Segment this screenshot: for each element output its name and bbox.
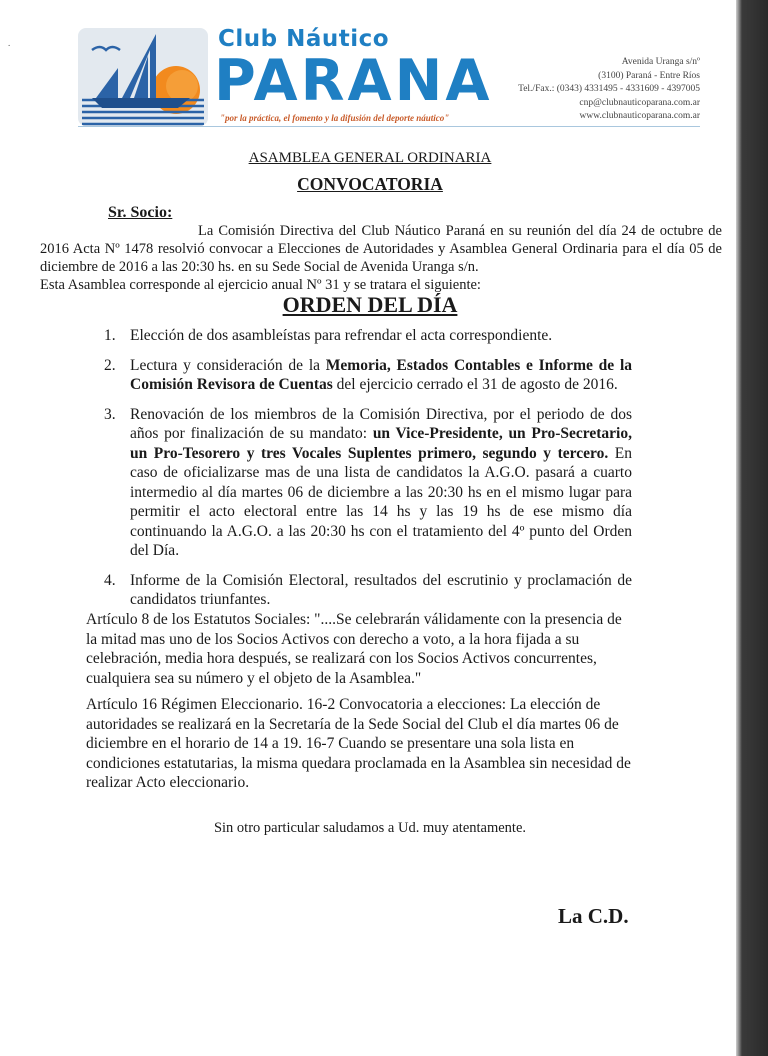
article-8-paragraph: Artículo 8 de los Estatutos Sociales: "....Se celebrarán válidamente con la presencia de la mitad mas uno de los Socios Activos con derecho a voto, a la hora fijada a su celebración, media hora después, se realizará con los Socios Activos concurrentes, cualquiera sea su número y el objeto de la Asamblea." <box>86 611 622 687</box>
club-logo <box>78 28 208 126</box>
club-name-large: PARANA <box>214 48 493 114</box>
agenda-item <box>104 326 632 346</box>
agenda-item-number: 4. <box>104 571 116 589</box>
scan-dot: . <box>8 38 11 48</box>
header-divider <box>78 126 700 127</box>
agenda-item-bold: Memoria, Estados Contables e Informe de la Comisión Revisora de Cuentas <box>130 356 633 393</box>
agenda-item <box>104 571 632 610</box>
agenda-item-text: Lectura y consideración de la Memoria, Estados Contables e Informe de la Comisión Revisora de Cuentas del ejercicio cerrado el 31 de agosto de 2016. <box>130 356 633 393</box>
document-subheading: CONVOCATORIA <box>297 174 443 194</box>
scan-edge-shadow <box>736 0 768 1056</box>
closing-line: Sin otro particular saludamos a Ud. muy atentamente. <box>213 820 527 836</box>
intro-paragraph: La Comisión Directiva del Club Náutico Paraná en su reunión del día 24 de octubre de 2016 Acta Nº 1478 resolvió convocar a Elecciones de Autoridades y Asamblea General Ordinaria para el día 05 de diciembre de 2016 a las 20:30 hs. en su Sede Social de Avenida Uranga s/n. <box>40 223 722 275</box>
club-motto: "por la práctica, el fomento y la difusión del deporte náutico" <box>220 113 450 123</box>
agenda-item-number: 1. <box>104 327 116 344</box>
agenda-list <box>104 326 632 620</box>
article-16-paragraph: Artículo 16 Régimen Eleccionario. 16-2 Convocatoria a elecciones: La elección de autoridades se realizará en la Secretaría de la Sede Social del Club el día martes 06 de diciembre en el horario de 14 a 19. 16-7 Cuando se presentare una sola lista en condiciones estatutarias, la misma quedara proclamada en la Asamblea sin necesidad de realizar Acto eleccionario. <box>86 696 631 791</box>
agenda-item <box>104 405 632 561</box>
contact-phone: Tel./Fax.: (0343) 4331495 - 4331609 - 4397005 <box>518 84 700 95</box>
agenda-item-number: 3. <box>104 405 116 423</box>
agenda-item-text: Elección de dos asambleístas para refrendar el acta correspondiente. <box>130 327 553 344</box>
agenda-item-bold: un Vice-Presidente, un Pro-Secretario, un Pro-Tesorero y tres Vocales Suplentes primero, segundo y tercero. <box>130 425 632 462</box>
orden-del-dia-title: ORDEN DEL DÍA <box>282 292 458 317</box>
agenda-item <box>104 356 632 395</box>
sailboat-logo-icon <box>78 28 208 126</box>
contact-email: cnp@clubnauticoparana.com.ar <box>579 97 700 108</box>
contact-block <box>518 56 700 124</box>
intro-second-line: Esta Asamblea corresponde al ejercicio anual Nº 31 y se tratara el siguiente: <box>40 277 481 293</box>
club-name-small: Club Náutico <box>218 26 390 52</box>
contact-website: www.clubnauticoparana.com.ar <box>579 111 700 122</box>
document-heading: ASAMBLEA GENERAL ORDINARIA <box>248 150 492 166</box>
intro-block <box>40 222 722 294</box>
contact-address: Avenida Uranga s/nº <box>621 57 700 67</box>
contact-city: (3100) Paraná - Entre Ríos <box>598 70 700 81</box>
greeting: Sr. Socio: <box>108 204 173 221</box>
signature: La C.D. <box>558 904 629 928</box>
agenda-item-text: Renovación de los miembros de la Comisión Directiva, por el periodo de dos años por finalización de su mandato: un Vice-Presidente, un Pro-Secretario, un Pro-Tesorero y tres Vocales Suplentes primero, segundo y tercero. En caso de oficializarse mas de una lista de candidatos la A.G.O. pasará a cuarto intermedio al día martes 06 de diciembre a las 20:30 hs en el mismo lugar para permitir el acto electoral entre las 14 hs y las 19 hs de ese mismo día continuando la A.G.O. a las 20:30 hs con el tratamiento del 4º punto del Orden del Día. <box>130 405 632 559</box>
agenda-item-text: Informe de la Comisión Electoral, resultados del escrutinio y proclamación de candidatos triunfantes. <box>130 571 632 608</box>
agenda-item-number: 2. <box>104 356 116 374</box>
